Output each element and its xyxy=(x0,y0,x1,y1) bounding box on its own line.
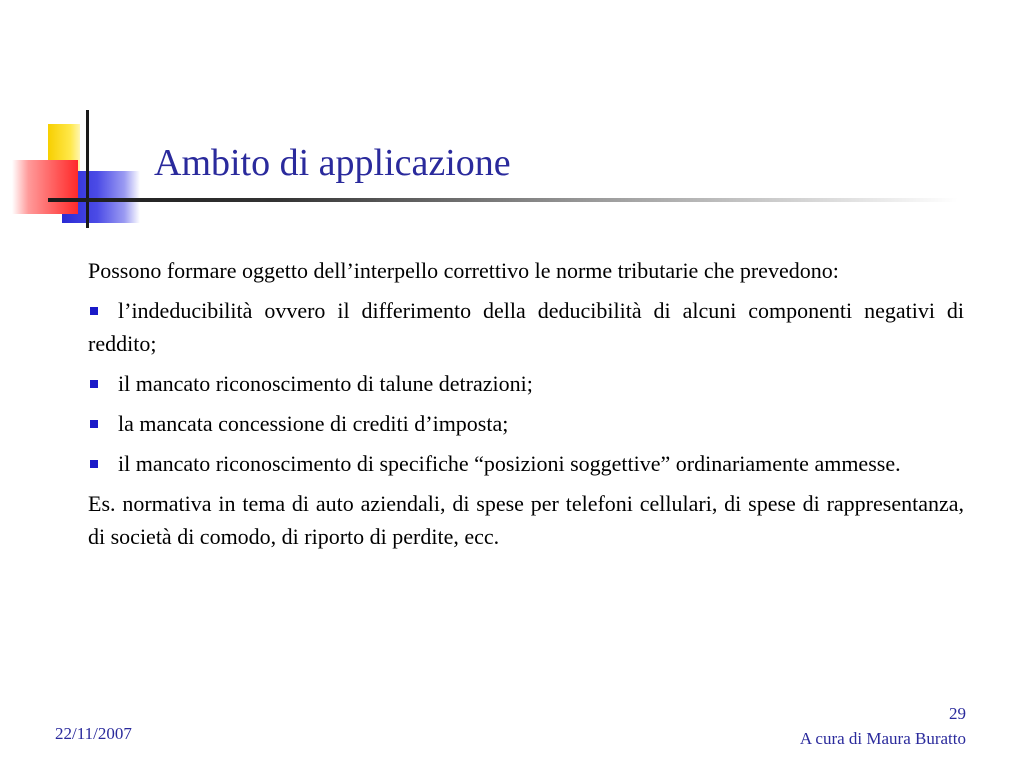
bullet-text: l’indeducibilità ovvero il differimento della deducibilità di alcuni componenti negativi di reddito; xyxy=(88,298,964,356)
bullet-item xyxy=(88,294,964,360)
bullet-item xyxy=(88,407,964,440)
bullet-item xyxy=(88,447,964,480)
logo-vertical-line xyxy=(86,110,89,228)
paragraph-text: Possono formare oggetto dell’interpello correttivo le norme tributarie che prevedono: xyxy=(88,258,839,283)
bullet-text: il mancato riconoscimento di talune detrazioni; xyxy=(118,371,533,396)
square-bullet-icon xyxy=(90,420,98,428)
bullet-text: la mancata concessione di crediti d’imposta; xyxy=(118,411,509,436)
slide-title: Ambito di applicazione xyxy=(154,142,511,184)
paragraph-intro xyxy=(88,254,964,287)
paragraph-example xyxy=(88,487,964,553)
logo-red-square xyxy=(12,160,78,214)
square-bullet-icon xyxy=(90,307,98,315)
footer-date: 22/11/2007 xyxy=(55,724,132,743)
footer-author: A cura di Maura Buratto xyxy=(799,729,966,748)
footer-page-number: 29 xyxy=(949,704,966,723)
slide-logo-decoration xyxy=(0,0,160,240)
bullet-text: il mancato riconoscimento di specifiche “posizioni soggettive” ordinariamente ammesse. xyxy=(118,451,901,476)
slide-body xyxy=(88,254,964,560)
square-bullet-icon xyxy=(90,380,98,388)
paragraph-text: Es. normativa in tema di auto aziendali, di spese per telefoni cellulari, di spese di rappresentanza, di società di comodo, di riporto di perdite, ecc. xyxy=(88,491,964,549)
bullet-item xyxy=(88,367,964,400)
square-bullet-icon xyxy=(90,460,98,468)
title-underline xyxy=(48,198,958,202)
